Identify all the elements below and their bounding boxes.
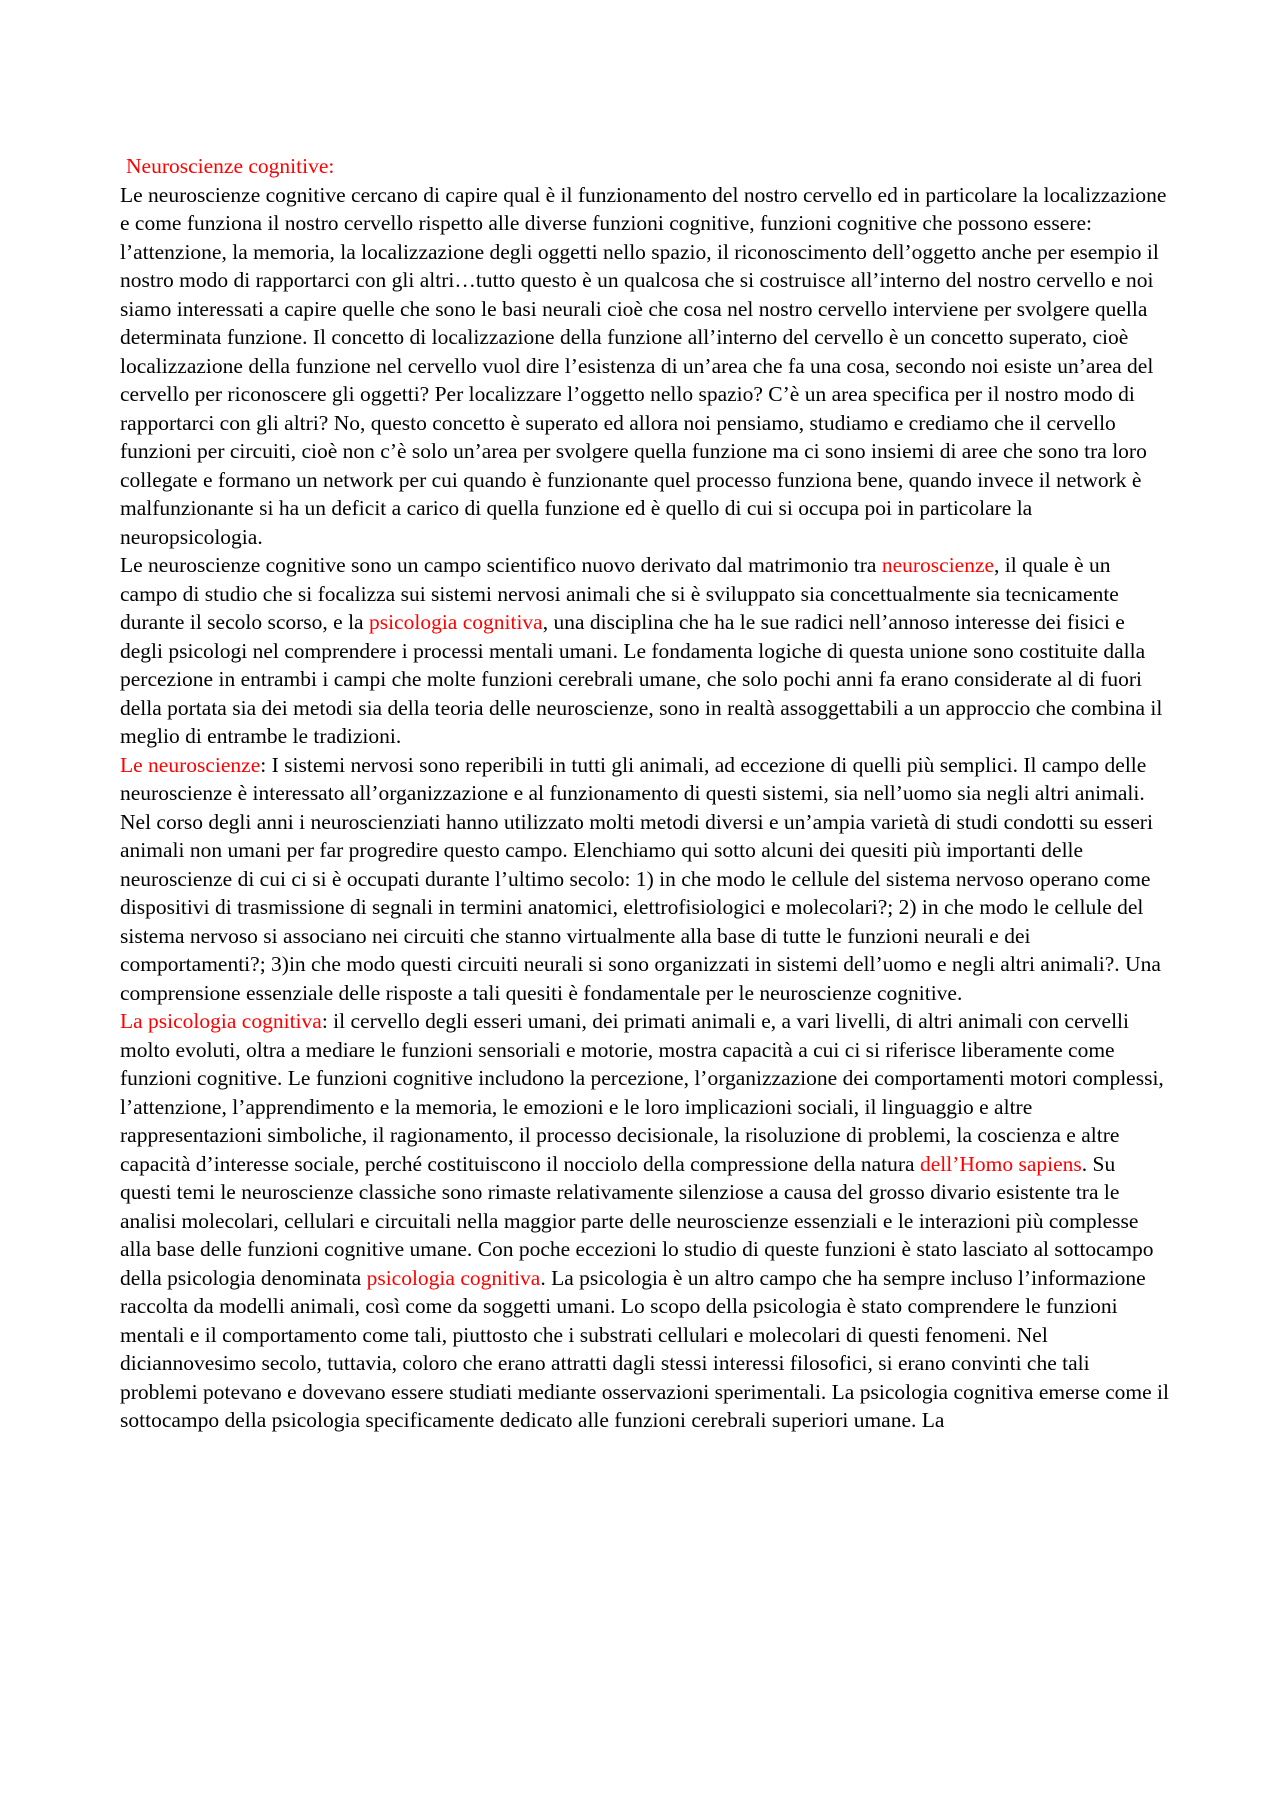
paragraph-intro (120, 181, 1170, 552)
paragraph-definition-text-a: Le neuroscienze cognitive sono un campo scientifico nuovo derivato dal matrimonio tra (120, 553, 882, 577)
paragraph-neuroscienze-text: : I sistemi nervosi sono reperibili in tutti gli animali, ad eccezione di quelli più semplici. Il campo delle neuroscienze è interessato all’organizzazione e al funzionamento di questi sistemi, sia nell’uomo sia negli altri animali. Nel corso degli anni i neuroscienziati hanno utilizzato molti metodi diversi e un’ampia varietà di studi condotti su esseri animali non umani per far progredire questo campo. Elenchiamo qui sotto alcuni dei quesiti più importanti delle neuroscienze di cui ci si è occupati durante l’ultimo secolo: 1) in che modo le cellule del sistema nervoso operano come dispositivi di trasmissione di segnali in termini anatomici, elettrofisiologici e molecolari?; 2) in che modo le cellule del sistema nervoso si associano nei circuiti che stanno virtualmente alla base di tutte le funzioni neurali e dei comportamenti?; 3)in che modo questi circuiti neurali si sono organizzati in sistemi dell’uomo e negli altri animali?. Una comprensione essenziale delle risposte a tali quesiti è fondamentale per le neuroscienze cognitive. (120, 752, 1161, 1005)
paragraph-definition-text-b: , il quale è un campo di studio che si focalizza sui sistemi nervosi animali che si è sviluppato sia concettualmente sia tecnicamente durante il secolo scorso, e la (120, 553, 1119, 634)
term-psicologia-cognitiva: psicologia cognitiva (368, 610, 543, 634)
paragraph-psicologia-cognitiva (120, 1007, 1170, 1435)
paragraph-psicologia-text-b: . Su questi temi le neuroscienze classiche sono rimaste relativamente silenziose a causa del grosso divario esistente tra le analisi molecolari, cellulari e circuitali nella maggior parte delle neuroscienze essenziali e le interazioni più complesse alla base delle funzioni cognitive umane. Con poche eccezioni lo studio di queste funzioni è stato lasciato al sottocampo della psicologia denominata (120, 1151, 1154, 1290)
paragraph-neuroscienze (120, 751, 1170, 1008)
paragraph-psicologia-text-c: . La psicologia è un altro campo che ha sempre incluso l’informazione raccolta da modelli animali, così come da soggetti umani. Lo scopo della psicologia è stato comprendere le funzioni mentali e il comportamento come tali, piuttosto che i substrati cellulari e molecolari di questi fenomeni. Nel diciannovesimo secolo, tuttavia, coloro che erano attratti dagli stessi interessi filosofici, si erano convinti che tali problemi potevano e dovevano essere studiati mediante osservazioni sperimentali. La psicologia cognitiva emerse come il sottocampo della psicologia specificamente dedicato alle funzioni cerebrali superiori umane. La (120, 1265, 1169, 1432)
paragraph-definition (120, 551, 1170, 751)
term-la-psicologia-cognitiva: La psicologia cognitiva (120, 1009, 322, 1033)
term-neuroscienze: neuroscienze (881, 553, 995, 577)
term-le-neuroscienze: Le neuroscienze (120, 752, 261, 777)
paragraph-intro-text: Le neuroscienze cognitive cercano di capire qual è il funzionamento del nostro cervello ed in particolare la localizzazione e come funziona il nostro cervello rispetto alle diverse funzioni cognitive, funzioni cognitive che possono essere: l’attenzione, la memoria, la localizzazione degli oggetti nello spazio, il riconoscimento dell’oggetto anche per esempio il nostro modo di rapportarci con gli altri…tutto questo è un qualcosa che si costruisce all’interno del nostro cervello e noi siamo interessati a capire quelle che sono le basi neurali cioè che cosa nel nostro cervello interviene per svolgere quella determinata funzione. Il concetto di localizzazione della funzione all’interno del cervello è un concetto superato, cioè localizzazione della funzione nel cervello vuol dire l’esistenza di un’area che fa una cosa, secondo noi esiste un’area del cervello per riconoscere gli oggetti? Per localizzare l’oggetto nello spazio? C’è un area specifica per il nostro modo di rapportarci con gli altri? No, questo concetto è superato ed allora noi pensiamo, studiamo e crediamo che il cervello funzioni per circuiti, cioè non c’è solo un’area per svolgere quella funzione ma ci sono insiemi di aree che sono tra loro collegate e formano un network per cui quando è funzionante quel processo funziona bene, quando invece il network è malfunzionante si ha un deficit a carico di quella funzione ed è quello di cui si occupa poi in particolare la neuropsicologia. (120, 182, 1167, 549)
term-psicologia-cognitiva-2: psicologia cognitiva (366, 1265, 541, 1290)
paragraph-definition-text-c: , una disciplina che ha le sue radici nell’annoso interesse dei fisici e degli psicologi nel comprendere i processi mentali umani. Le fondamenta logiche di questa unione sono costituite dalla percezione in entrambi i campi che molte funzioni cerebrali umane, che solo pochi anni fa erano considerate al di fuori della portata sia dei metodi sia della teoria delle neuroscienze, sono in realtà assoggettabili a un approccio che combina il meglio di entrambe le tradizioni. (120, 610, 1163, 748)
document-heading: Neuroscienze cognitive: (126, 154, 335, 178)
paragraph-psicologia-text-a: : il cervello degli esseri umani, dei primati animali e, a vari livelli, di altri animali con cervelli molto evoluti, oltra a mediare le funzioni sensoriali e motorie, mostra capacità a cui ci si riferisce liberamente come funzioni cognitive. Le funzioni cognitive includono la percezione, l’organizzazione dei comportamenti motori complessi, l’attenzione, l’apprendimento e la memoria, le emozioni e le loro implicazioni sociali, il linguaggio e altre rappresentazioni simboliche, il ragionamento, il processo decisionale, la risoluzione di problemi, la coscienza e altre capacità d’interesse sociale, perché costituiscono il nocciolo della compressione della natura (120, 1009, 1164, 1176)
term-homo-sapiens: dell’Homo sapiens (919, 1151, 1082, 1176)
document-page (120, 152, 1170, 1435)
